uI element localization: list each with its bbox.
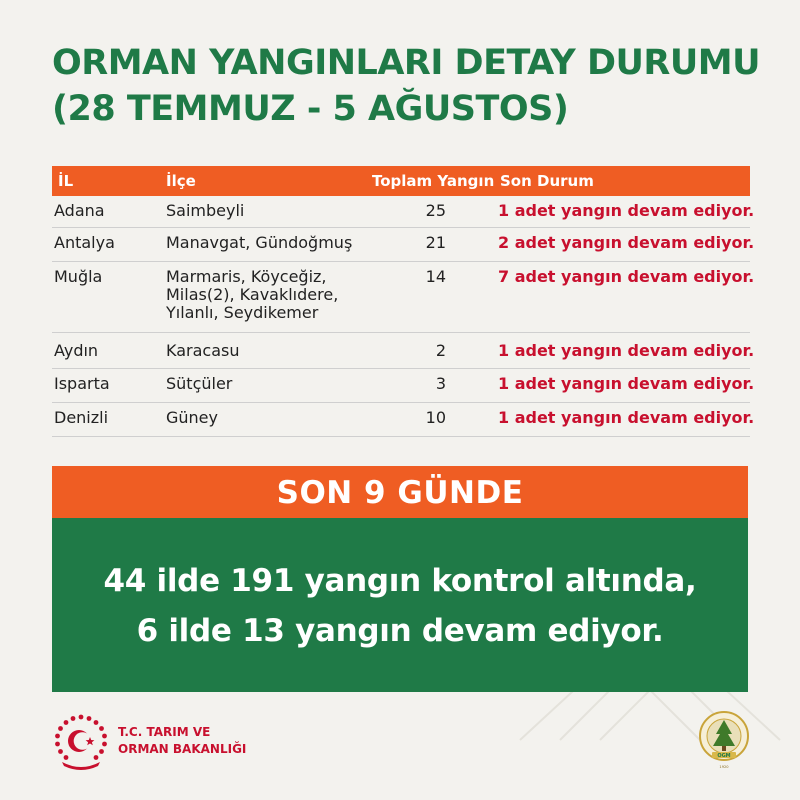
cell-son-durum: 7 adet yangın devam ediyor. xyxy=(498,267,755,286)
ministry-emblem-icon xyxy=(52,712,110,770)
cell-ilce: Güney xyxy=(166,408,218,427)
cell-toplam: 25 xyxy=(425,201,446,220)
title-line-2: (28 TEMMUZ - 5 AĞUSTOS) xyxy=(52,89,569,129)
summary-line-1: 44 ilde 191 yangın kontrol altında, xyxy=(103,563,697,599)
cell-ilce: Karacasu xyxy=(166,341,240,360)
page-title xyxy=(52,40,772,132)
cell-son-durum: 2 adet yangın devam ediyor. xyxy=(498,233,755,252)
header-son-durum: Son Durum xyxy=(500,172,594,190)
header-il: İL xyxy=(58,172,74,190)
summary-box xyxy=(52,518,748,692)
cell-son-durum: 1 adet yangın devam ediyor. xyxy=(498,341,755,360)
cell-toplam: 2 xyxy=(435,341,446,360)
cell-il: Adana xyxy=(54,201,105,220)
ogm-logo-icon xyxy=(698,706,750,772)
cell-il: Aydın xyxy=(54,341,99,360)
ministry-line-1: T.C. TARIM VE xyxy=(118,725,211,739)
logo-abbr: OGM xyxy=(717,753,731,759)
cell-son-durum: 1 adet yangın devam ediyor. xyxy=(498,408,755,427)
summary-banner: SON 9 GÜNDE xyxy=(52,466,748,518)
table-row xyxy=(52,196,755,228)
table-row xyxy=(52,333,755,369)
cell-il: Isparta xyxy=(54,374,110,393)
cell-son-durum: 1 adet yangın devam ediyor. xyxy=(498,201,755,220)
table-row xyxy=(52,403,755,437)
table-header xyxy=(52,166,750,196)
cell-toplam: 10 xyxy=(425,408,446,427)
cell-il: Muğla xyxy=(54,267,103,286)
header-toplam: Toplam Yangın xyxy=(372,172,495,190)
cell-ilce: Manavgat, Gündoğmuş xyxy=(166,233,353,252)
summary-line-2: 6 ilde 13 yangın devam ediyor. xyxy=(136,613,664,649)
cell-il: Antalya xyxy=(54,233,115,252)
table-row xyxy=(52,262,755,333)
cell-ilce: Saimbeyli xyxy=(166,201,245,220)
table-row xyxy=(52,228,755,262)
ministry-line-2: ORMAN BAKANLIĞI xyxy=(118,742,247,756)
cell-il: Denizli xyxy=(54,408,109,427)
cell-toplam: 21 xyxy=(425,233,446,252)
cell-ilce: Sütçüler xyxy=(166,374,233,393)
cell-son-durum: 1 adet yangın devam ediyor. xyxy=(498,374,755,393)
table-row xyxy=(52,369,755,403)
cell-ilce: Marmaris, Köyceğiz, Milas(2), Kavaklıdere, Yılanlı, Seydikemer xyxy=(166,267,339,322)
ministry-name xyxy=(118,724,246,758)
cell-toplam: 3 xyxy=(435,374,446,393)
cell-toplam: 14 xyxy=(425,267,446,286)
header-ilce: İlçe xyxy=(166,172,196,190)
title-line-1: ORMAN YANGINLARI DETAY DURUMU xyxy=(52,43,761,83)
fire-table xyxy=(52,166,755,437)
svg-text:1920: 1920 xyxy=(719,765,729,769)
